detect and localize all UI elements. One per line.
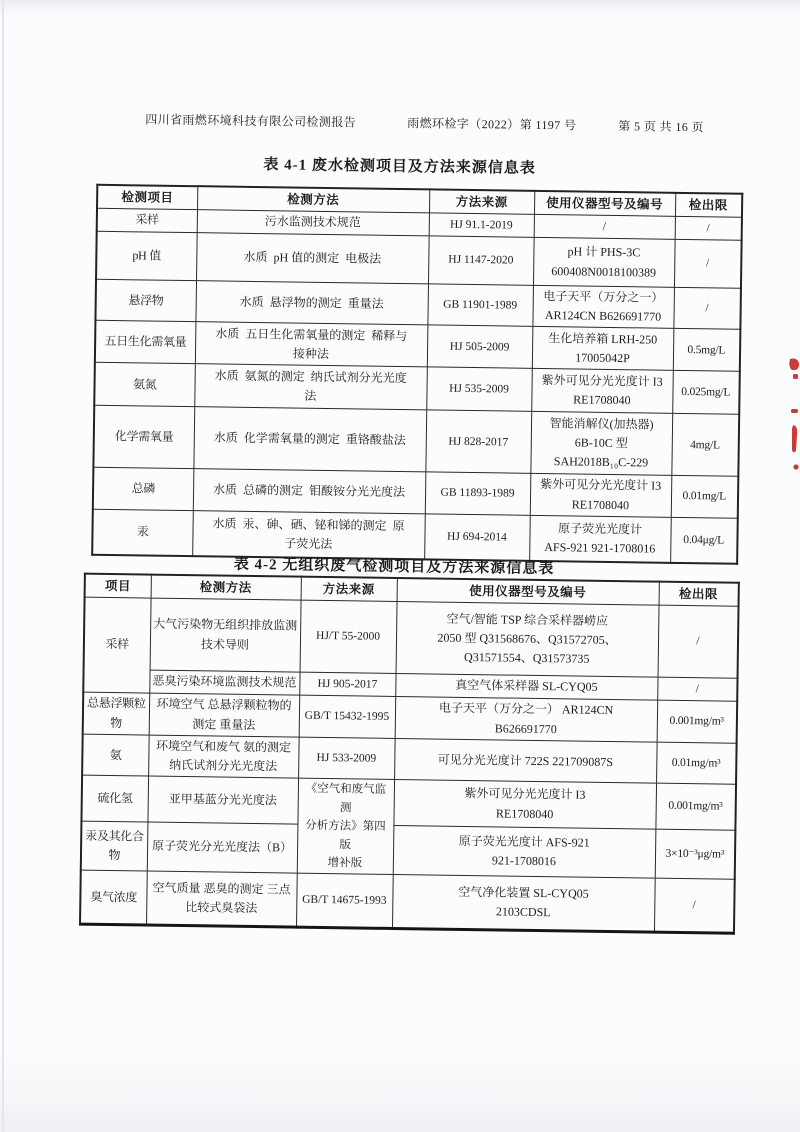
cell-item: 氨氮 [94,363,195,407]
company-name: 四川省雨燃环境科技有限公司检测报告 [145,112,357,130]
cell-source: HJ 533-2009 [298,737,395,780]
cell-limit: / [675,216,742,240]
cell-instrument: 生化培养箱 LRH-250 17005042P [532,327,674,371]
report-number: 雨燃环检字（2022）第 1197 号 [407,116,577,133]
cell-source: HJ 91.1-2019 [429,213,534,237]
cell-limit: / [657,677,737,701]
cell-item: 五日生化需氧量 [95,321,196,364]
column-header: 检出限 [659,582,739,607]
cell-source: HJ 905-2017 [299,672,395,696]
cell-source: HJ 535-2009 [426,367,532,411]
wastewater-methods-table [91,184,743,565]
cell-method: 水质 悬浮物的测定 重量法 [195,281,428,326]
cell-item: 汞及其化合物 [81,821,148,872]
table-row [93,406,739,477]
cell-method: 恶臭污染环境监测技术规范 [149,670,299,695]
cell-item: 硫化氢 [81,775,148,821]
cell-instrument: 智能消解仪(加热器) 6B-10C 型 SAH2018B₁₀C-229 [530,412,672,476]
cell-instrument: 原子荧光光度计 AFS-921 921-1708016 [529,515,671,563]
cell-item: 总磷 [93,468,194,511]
cell-limit: / [654,878,735,933]
table-row [84,597,739,678]
cell-item: 悬浮物 [95,279,196,322]
table-row [81,821,736,880]
cell-item: 汞 [92,509,193,556]
cell-limit: / [674,239,742,288]
table2-title: 表 4-2 无组织废气检测项目及方法来源信息表 [233,556,555,578]
fugitive-gas-methods-table [79,573,740,935]
cell-method: 大气污染物无组织排放监测 技术导则 [150,598,301,672]
cell-instrument: 紫外可见分光光度计 I3 RE1708040 [531,369,673,414]
cell-method: 环境空气 总悬浮颗粒物的 测定 重量法 [149,693,300,737]
cell-method: 空气质量 恶臭的测定 三点 比较式臭袋法 [146,871,297,927]
column-header: 使用仪器型号及编号 [397,578,659,605]
cell-item: 化学需氧量 [93,406,194,469]
cell-instrument: / [534,214,675,239]
column-header: 检测方法 [197,186,429,213]
cell-limit: 0.001mg/m³ [655,784,736,830]
table-row [80,870,735,933]
cell-source: HJ 828-2017 [425,410,531,473]
cell-source: HJ 694-2014 [424,514,530,561]
cell-limit: 0.01mg/m³ [656,742,737,784]
cell-item: 采样 [97,208,197,232]
cell-instrument: 电子天平（万分之一） AR124CN B626691770 [395,696,658,742]
column-header: 检出限 [675,193,742,217]
column-header: 方法来源 [429,189,534,214]
cell-source: 《空气和废气监测 分析方法》第四版 增补版 [297,779,394,875]
cell-instrument: 空气/智能 TSP 综合采样器崂应 2050 型 Q31568676、Q31572705、 Q31571554、Q31573735 [396,601,659,677]
cell-limit: 0.01mg/L [671,476,739,518]
cell-source: HJ 505-2009 [427,325,533,368]
column-header: 使用仪器型号及编号 [534,191,675,216]
cell-method: 水质 pH 值的测定 电极法 [196,233,429,284]
cell-instrument: 紫外可见分光光度计 I3 RE1708040 [393,780,656,829]
cell-item: 臭气浓度 [80,870,147,925]
cell-item: 总悬浮颗粒物 [83,692,150,735]
cell-source: GB 11901-1989 [427,284,533,327]
cell-source: GB/T 14675-1993 [296,873,393,928]
cell-method: 水质 化学需氧量的测定 重铬酸盐法 [193,407,426,472]
cell-limit: / [658,605,739,678]
cell-limit: / [673,287,741,329]
cell-method: 水质 汞、砷、硒、铋和锑的测定 原 子荧光法 [192,510,425,559]
cell-method: 污水监测技术规范 [197,210,429,236]
cell-method: 水质 五日生化需氧量的测定 稀释与 接种法 [195,322,428,367]
cell-item: 采样 [83,597,150,693]
table1-title: 表 4-1 废水检测项目及方法来源信息表 [263,157,536,177]
cell-instrument: 紫外可见分光光度计 I3 RE1708040 [530,474,672,517]
cell-instrument: 真空气体采样器 SL-CYQ05 [395,673,657,700]
column-header: 检测方法 [151,575,301,601]
cell-limit: 0.001mg/m³ [657,700,738,743]
cell-method: 亚甲基蓝分光光度法 [147,776,298,823]
cell-method: 水质 氨氮的测定 纳氏试剂分光光度 法 [194,364,427,410]
cell-instrument: 电子天平（万分之一） AR124CN B626691770 [532,285,674,328]
cell-instrument: pH 计 PHS-3C 600408N0018100389 [533,237,675,287]
cell-method: 环境空气和废气 氨的测定 纳氏试剂分光光度法 [148,735,299,778]
cell-item: 氨 [82,734,149,776]
cell-method: 原子荧光分光光度法（B） [147,822,298,874]
cell-item: pH 值 [96,231,197,280]
cell-limit: 4mg/L [671,414,739,477]
cell-instrument: 原子荧光光度计 AFS-921 921-1708016 [393,825,656,878]
cell-source: HJ/T 55-2000 [300,600,397,673]
cell-source: HJ 1147-2020 [428,236,534,285]
cell-source: GB/T 15432-1995 [299,695,396,738]
cell-limit: 3×10⁻³μg/m³ [655,829,736,880]
cell-limit: 0.5mg/L [673,329,741,372]
cell-limit: 0.025mg/L [672,371,740,415]
cell-instrument: 可见分光光度计 722S 221709087S [394,738,657,783]
column-header: 项目 [85,574,151,598]
page-number: 第 5 页 共 16 页 [618,119,705,135]
cell-source: GB 11893-1989 [425,472,531,515]
column-header: 检测项目 [97,185,197,210]
cell-method: 水质 总磷的测定 钼酸铵分光光度法 [193,469,426,514]
column-header: 方法来源 [301,577,397,602]
red-stamp-fragment [786,357,800,477]
cell-instrument: 空气净化装置 SL-CYQ05 2103CDSL [392,875,655,933]
cell-limit: 0.04μg/L [670,517,738,564]
